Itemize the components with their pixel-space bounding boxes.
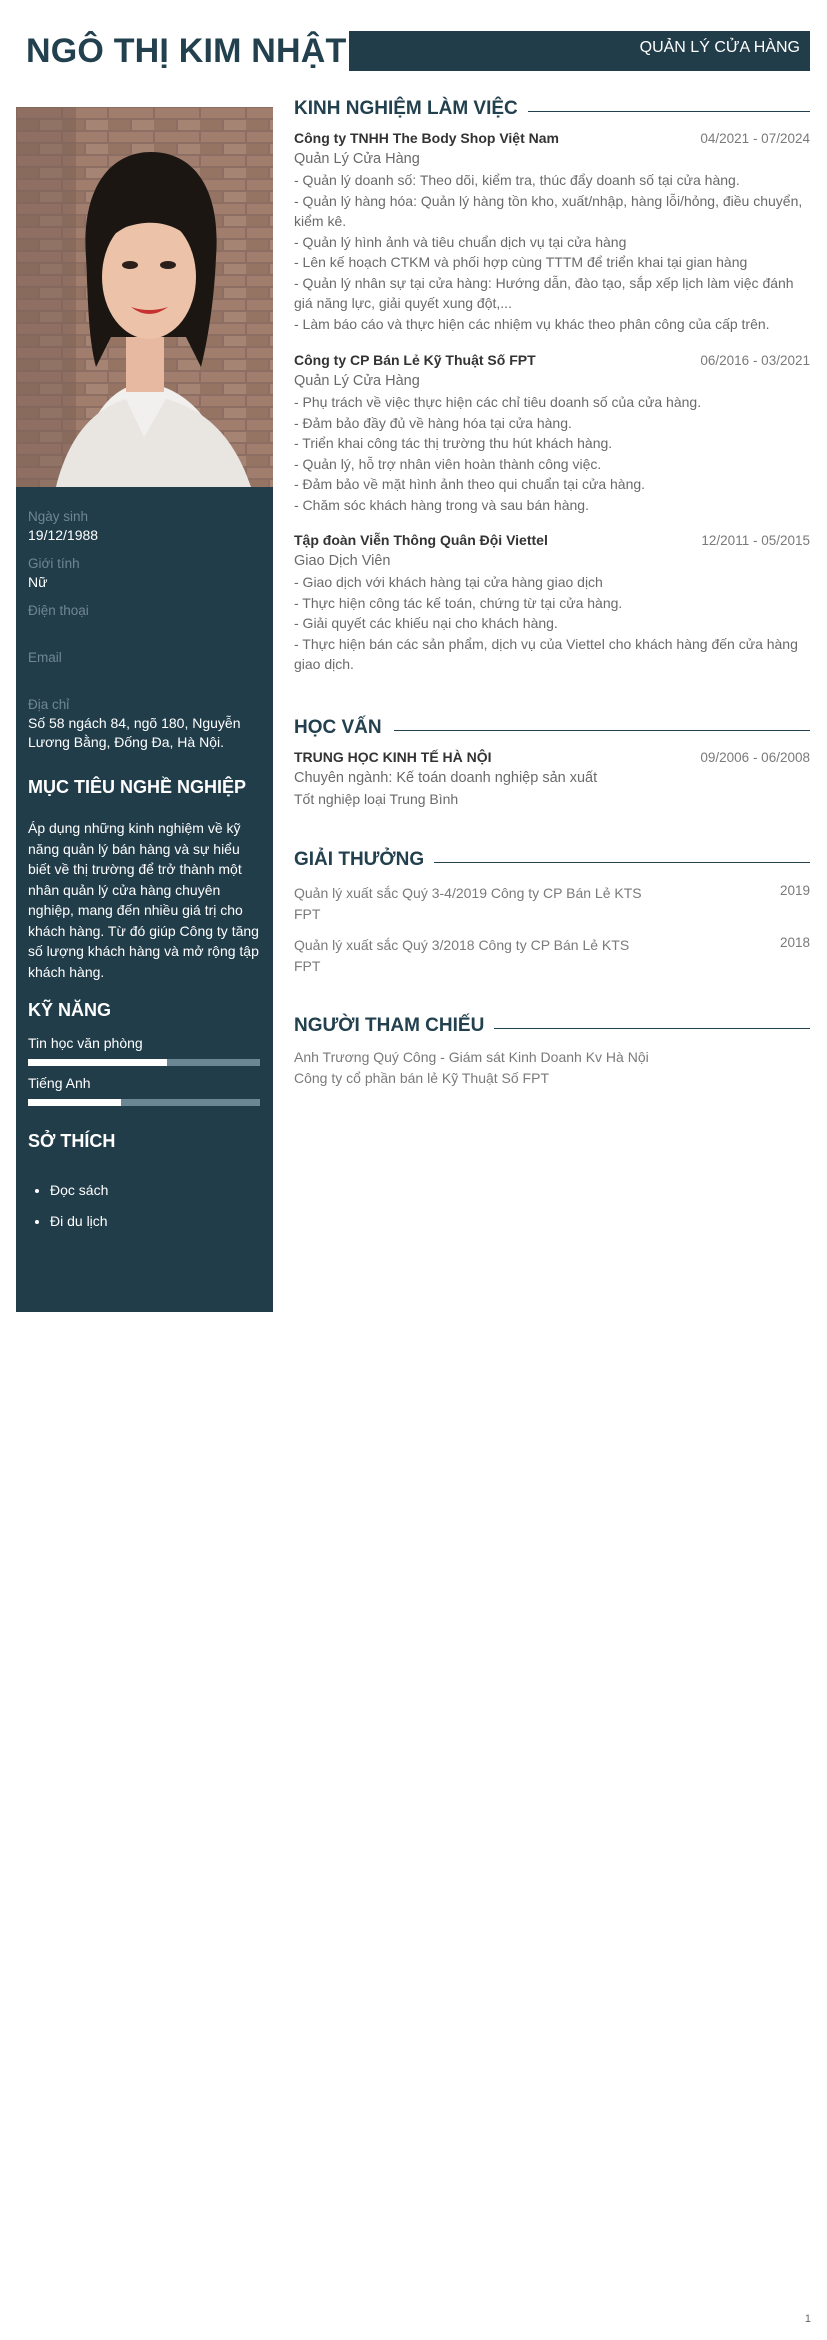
award-text: Quản lý xuất sắc Quý 3-4/2019 Công ty CP Bán Lẻ KTS FPT (294, 885, 642, 922)
job-description: - Phụ trách về việc thực hiện các chỉ tiêu doanh số của cửa hàng. - Đảm bảo đầy đủ về hàng hóa tại cửa hàng. - Triển khai công tác thị trường thu hút khách hàng. - Quản lý, hỗ trợ nhân viên hoàn thành công việc. - Đảm bảo về mặt hình ảnh theo qui chuẩn tại cửa hàng. - Chăm sóc khách hàng trong và sau bán hàng. (294, 394, 702, 513)
info-value (28, 620, 262, 639)
awards-heading: GIẢI THƯỞNG (294, 849, 434, 871)
skill-name: Tiếng Anh (28, 1075, 91, 1091)
hobby-item: • Đọc sách (50, 1180, 108, 1200)
job-role: Quản Lý Cửa Hàng (294, 151, 420, 167)
hobbies-heading: SỞ THÍCH (28, 1131, 116, 1151)
info-label: Email (28, 650, 62, 665)
award-year: 2019 (779, 883, 810, 898)
hobbies-list (50, 1180, 108, 1242)
references-heading-row (294, 1015, 810, 1041)
job-date: 12/2011 - 05/2015 (701, 533, 810, 548)
divider (419, 862, 810, 863)
skill-name: Tin học văn phòng (28, 1035, 143, 1051)
job-description: - Quản lý doanh số: Theo dõi, kiểm tra, thúc đẩy doanh số tại cửa hàng. - Quản lý hàng hóa: Quản lý hàng tồn kho, xuất/nhập, hàng lỗi/hỏng, điều chuyển, kiểm kê. - Quản lý hình ảnh và tiêu chuẩn dịch vụ tại cửa hàng - Lên kế hoạch CTKM và phối hợp cùng TTTM để triển khai tại gian hàng - Quản lý nhân sự tại cửa hàng: Hướng dẫn, đào tạo, sắp xếp lịch làm việc đánh giá năng lực, giải quyết xung đột,... - Làm báo cáo và thực hiện các nhiệm vụ khác theo phân công của cấp trên. (294, 172, 803, 332)
job-company: Công ty CP Bán Lẻ Kỹ Thuật Số FPT (294, 352, 536, 368)
personal-info (28, 507, 262, 761)
experience-heading-row (294, 98, 810, 124)
info-label: Giới tính (28, 556, 80, 571)
position-title: QUẢN LÝ CỬA HÀNG (639, 39, 800, 56)
award-item (294, 935, 810, 977)
info-label: Điện thoại (28, 603, 89, 618)
skills-heading: KỸ NĂNG (28, 1000, 112, 1020)
job-role: Giao Dịch Viên (294, 553, 391, 569)
page-number: 1 (804, 2313, 811, 2325)
education-heading-row (294, 717, 810, 743)
reference-line: Công ty cổ phần bán lẻ Kỹ Thuật Số FPT (294, 1069, 550, 1086)
job-entry (294, 352, 810, 515)
skill-bar (28, 1099, 260, 1106)
info-value: 19/12/1988 (28, 527, 99, 543)
info-gender (28, 554, 262, 592)
info-label: Địa chỉ (28, 697, 70, 712)
skill-item (28, 1034, 260, 1066)
info-email (28, 648, 262, 686)
job-entry (294, 532, 810, 675)
education-grade: Tốt nghiệp loại Trung Bình (294, 790, 459, 807)
school-name: TRUNG HỌC KINH TẾ HÀ NỘI (294, 748, 492, 765)
candidate-name: NGÔ THỊ KIM NHẬT (26, 32, 347, 70)
job-role: Quản Lý Cửa Hàng (294, 373, 420, 389)
objective-text: Áp dụng những kinh nghiệm về kỹ năng quản lý bán hàng và sự hiểu biết về thị trường để trở thành một nhân quản lý cửa hàng chuyên nghiệp, mang đến nhiều giá trị cho khách hàng. Từ đó giúp Công ty tăng số lượng khách hàng và mở rộng tập khách hàng. (28, 820, 259, 980)
reference-line: Anh Trương Quý Công - Giám sát Kinh Doanh Kv Hà Nội (294, 1049, 649, 1065)
awards-heading-row (294, 849, 810, 875)
profile-photo (16, 107, 273, 487)
job-entry (294, 130, 810, 334)
info-value: Nữ (28, 574, 48, 590)
divider (524, 111, 810, 112)
divider (394, 730, 810, 731)
objective-heading: MỤC TIÊU NGHỀ NGHIỆP (28, 777, 247, 797)
job-company: Tập đoàn Viễn Thông Quân Đội Viettel (294, 532, 548, 548)
job-date: 04/2021 - 07/2024 (700, 131, 810, 146)
divider (489, 1028, 810, 1029)
skill-item (28, 1074, 260, 1106)
skill-bar (28, 1059, 260, 1066)
skill-bar-fill (28, 1059, 167, 1066)
position-title-bar (349, 31, 810, 71)
education-major: Chuyên ngành: Kế toán doanh nghiệp sản xuất (294, 769, 598, 786)
job-company: Công ty TNHH The Body Shop Việt Nam (294, 130, 559, 146)
experience-heading: KINH NGHIỆM LÀM VIỆC (294, 98, 528, 120)
skill-bar-fill (28, 1099, 121, 1106)
info-address (28, 695, 262, 752)
sidebar (16, 107, 273, 1312)
info-value (28, 667, 262, 686)
info-label: Ngày sinh (28, 509, 89, 524)
job-date: 06/2016 - 03/2021 (700, 353, 810, 368)
info-phone (28, 601, 262, 639)
info-value: Số 58 ngách 84, ngõ 180, Nguyễn Lương Bằng, Đống Đa, Hà Nội. (28, 715, 241, 750)
info-birthdate (28, 507, 262, 545)
education-date: 09/2006 - 06/2008 (700, 749, 810, 765)
job-description: - Giao dịch với khách hàng tại cửa hàng giao dịch - Thực hiện công tác kế toán, chứng từ tại cửa hàng. - Giải quyết các khiếu nại cho khách hàng. - Thực hiện bán các sản phẩm, dịch vụ của Viettel cho khách hàng đến cửa hàng giao dịch. (294, 574, 798, 672)
main-content (294, 98, 810, 1088)
education-heading: HỌC VẤN (294, 717, 392, 739)
education-entry (294, 749, 810, 810)
hobby-item: • Đi du lịch (50, 1211, 108, 1231)
award-item (294, 883, 810, 925)
award-year: 2018 (779, 935, 810, 950)
references-heading: NGƯỜI THAM CHIẾU (294, 1015, 494, 1037)
award-text: Quản lý xuất sắc Quý 3/2018 Công ty CP Bán Lẻ KTS FPT (294, 937, 630, 974)
